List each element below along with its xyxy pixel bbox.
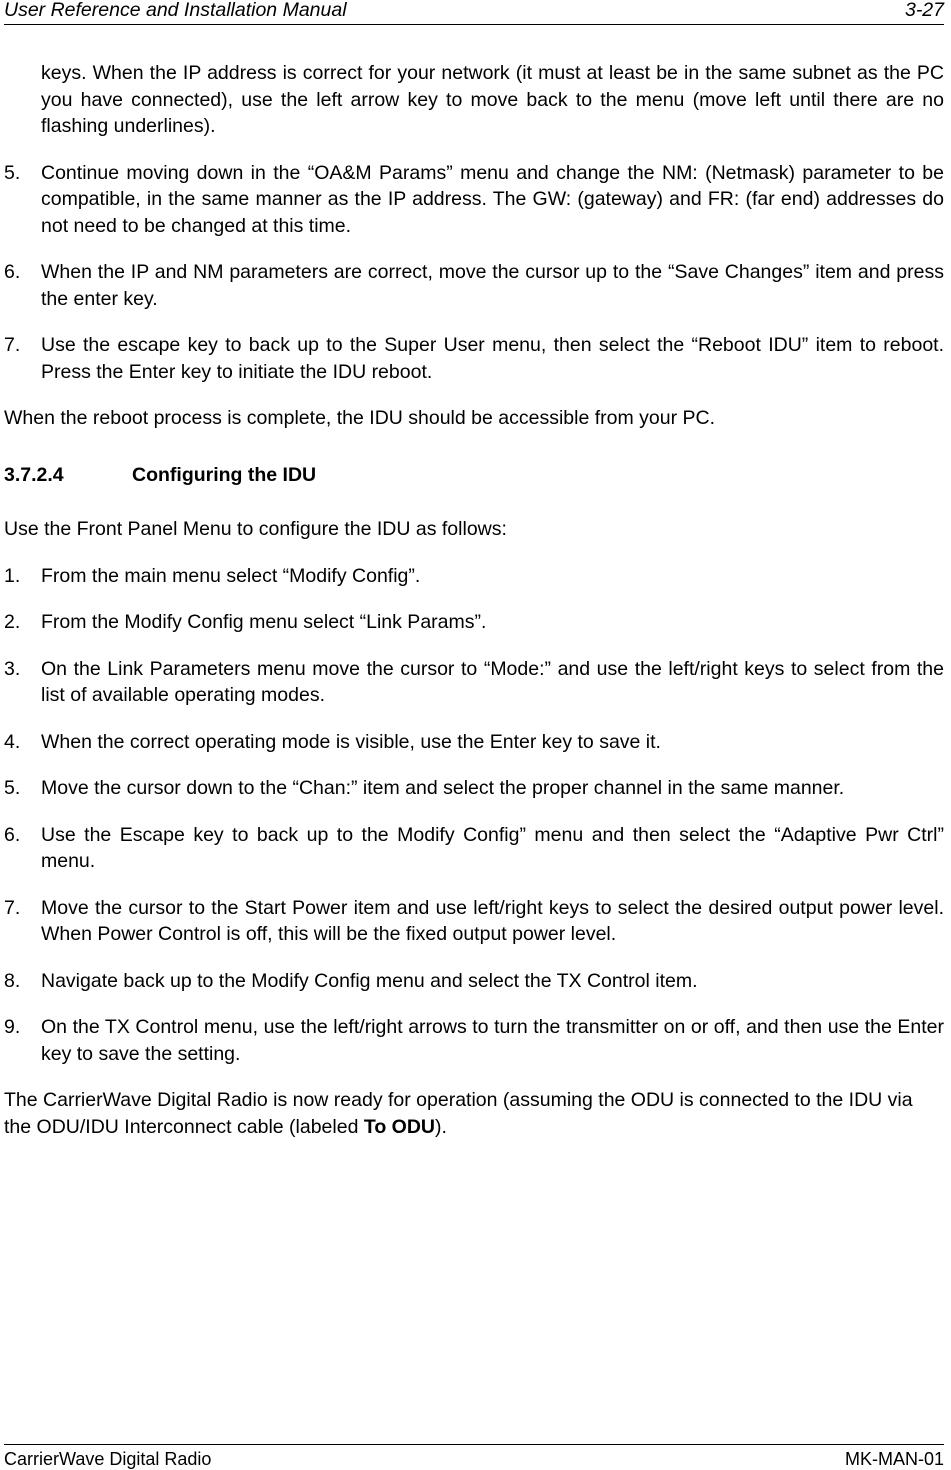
list-item	[4, 160, 944, 240]
page-footer	[4, 1444, 944, 1470]
section-title: Configuring the IDU	[132, 463, 317, 486]
list-text: From the main menu select “Modify Config”.	[41, 564, 421, 587]
list-item	[4, 259, 944, 312]
closing-end: ).	[435, 1115, 447, 1138]
list-number: 1.	[4, 564, 21, 587]
list-text: Navigate back up to the Modify Config menu and select the TX Control item.	[41, 969, 698, 992]
section-number: 3.7.2.4	[4, 463, 64, 486]
list-number: 8.	[4, 969, 21, 992]
page-number: 3-27	[904, 0, 944, 21]
list-item	[4, 895, 944, 948]
list-item	[4, 968, 944, 995]
list-number: 7.	[4, 896, 21, 919]
list-text: From the Modify Config menu select “Link Params”.	[41, 611, 487, 633]
closing-paragraph	[4, 1087, 944, 1140]
list-text: Use the Escape key to back up to the Modify Config” menu and then select the “Adaptive Pwr Ctrl” menu.	[41, 823, 944, 872]
list-text: Continue moving down in the “OA&M Params” menu and change the NM: (Netmask) parameter to be compatible, in the same manner as the IP address. The GW: (gateway) and FR: (far end) addresses do not need to be changed at this time.	[41, 161, 944, 237]
list-item	[4, 609, 944, 636]
list-text: When the correct operating mode is visible, use the Enter key to save it.	[41, 730, 661, 753]
list-text: When the IP and NM parameters are correct, move the cursor up to the “Save Changes” item and press the enter key.	[41, 261, 944, 310]
list-item	[4, 822, 944, 875]
list-number: 9.	[4, 1016, 21, 1038]
list-number: 7.	[4, 334, 21, 356]
page-header	[4, 0, 944, 25]
page-body	[4, 60, 944, 1140]
list-text: Use the escape key to back up to the Super User menu, then select the “Reboot IDU” item to reboot. Press the Enter key to initiate the IDU reboot.	[41, 334, 944, 383]
list-item	[4, 775, 944, 802]
document-id: MK-MAN-01	[844, 1449, 944, 1469]
list-item	[4, 1014, 944, 1067]
list-number: 4.	[4, 730, 21, 753]
list-item	[4, 656, 944, 709]
list-number: 6.	[4, 823, 21, 846]
list-text: On the Link Parameters menu move the cursor to “Mode:” and use the left/right keys to select from the list of available operating modes.	[41, 657, 944, 706]
list-number: 3.	[4, 657, 21, 680]
manual-title: User Reference and Installation Manual	[4, 0, 347, 21]
list-item	[4, 729, 944, 756]
cable-label: To ODU	[363, 1115, 435, 1138]
list-number: 2.	[4, 611, 21, 633]
list-text: Move the cursor down to the “Chan:” item and select the proper channel in the same manner.	[41, 777, 845, 799]
list-text: Move the cursor to the Start Power item and use left/right keys to select the desired output power level. When Power Control is off, this will be the fixed output power level.	[41, 896, 944, 945]
list-item	[4, 563, 944, 590]
reboot-note: When the reboot process is complete, the IDU should be accessible from your PC.	[4, 407, 715, 429]
list-item	[4, 332, 944, 385]
list-number: 5.	[4, 161, 21, 184]
section-heading	[4, 462, 944, 489]
list-text: On the TX Control menu, use the left/right arrows to turn the transmitter on or off, and then use the Enter key to save the setting.	[41, 1016, 944, 1065]
list-number: 6.	[4, 261, 21, 283]
continuation-paragraph: keys. When the IP address is correct for your network (it must at least be in the same subnet as the PC you have connected), use the left arrow key to move back to the menu (move left until there are no flashing underlines).	[41, 62, 944, 137]
intro-paragraph: Use the Front Panel Menu to configure the IDU as follows:	[4, 518, 507, 540]
product-name: CarrierWave Digital Radio	[4, 1449, 212, 1469]
list-number: 5.	[4, 777, 21, 799]
closing-text: The CarrierWave Digital Radio is now ready for operation (assuming the ODU is connected to the IDU via the ODU/IDU Interconnect cable (labeled	[4, 1089, 913, 1138]
